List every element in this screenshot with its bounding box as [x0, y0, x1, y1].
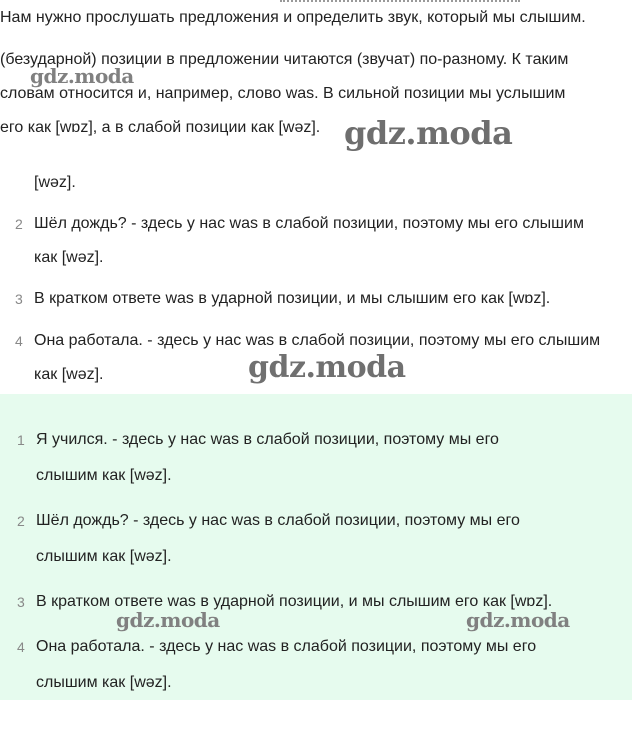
intro-line-1: Нам нужно прослушать предложения и определить звук, который мы слышим. — [0, 9, 586, 26]
intro-line-2: (безударной) позиции в предложении читаются (звучат) по-разному. К таким — [0, 51, 569, 68]
watermark-logo: gdz.moda — [466, 608, 570, 632]
watermark-logo: gdz.moda — [30, 64, 134, 88]
cut-off-text-line — [280, 0, 520, 5]
intro-line-3: словам относится и, например, слово was. В сильной позиции мы услышим — [0, 85, 566, 102]
list-item-3-line-1: В кратком ответе was в ударной позиции, и мы слышим его как [wɒz]. — [34, 290, 551, 307]
watermark-logo: gdz.moda — [248, 350, 406, 385]
list-item-4-line-1: Она работала. - здесь у нас was в слабой позиции, поэтому мы его слышим — [34, 332, 601, 349]
list-item-1-continuation: [wəz]. — [34, 174, 76, 191]
answer-item-1-line-1: Я учился. - здесь у нас was в слабой позиции, поэтому мы его — [36, 431, 499, 448]
answer-item-4-number: 4 — [17, 639, 25, 655]
answer-item-2-number: 2 — [17, 513, 25, 529]
list-item-4-number: 4 — [15, 333, 23, 349]
list-item-2-line-1: Шёл дождь? - здесь у нас was в слабой позиции, поэтому мы его слышим — [34, 215, 584, 232]
list-item-3-number: 3 — [15, 291, 23, 307]
answer-item-3-number: 3 — [17, 594, 25, 610]
watermark-logo: gdz.moda — [344, 114, 513, 152]
list-item-2-number: 2 — [15, 216, 23, 232]
answer-item-3-line-1: В кратком ответе was в ударной позиции, и мы слышим его как [wɒz]. — [36, 593, 553, 610]
answer-item-1-line-2: слышим как [wəz]. — [36, 467, 172, 484]
answer-item-2-line-2: слышим как [wəz]. — [36, 548, 172, 565]
intro-line-4: его как [wɒz], а в слабой позиции как [wəz]. — [0, 119, 321, 136]
answer-item-4-line-1: Она работала. - здесь у нас was в слабой позиции, поэтому мы его — [36, 638, 537, 655]
watermark-logo: gdz.moda — [116, 608, 220, 632]
list-item-4-line-2: как [wəz]. — [34, 366, 104, 383]
list-item-2-line-2: как [wəz]. — [34, 249, 104, 266]
answer-item-2-line-1: Шёл дождь? - здесь у нас was в слабой позиции, поэтому мы его — [36, 512, 520, 529]
answer-item-4-line-2: слышим как [wəz]. — [36, 674, 172, 691]
answer-item-1-number: 1 — [17, 432, 25, 448]
